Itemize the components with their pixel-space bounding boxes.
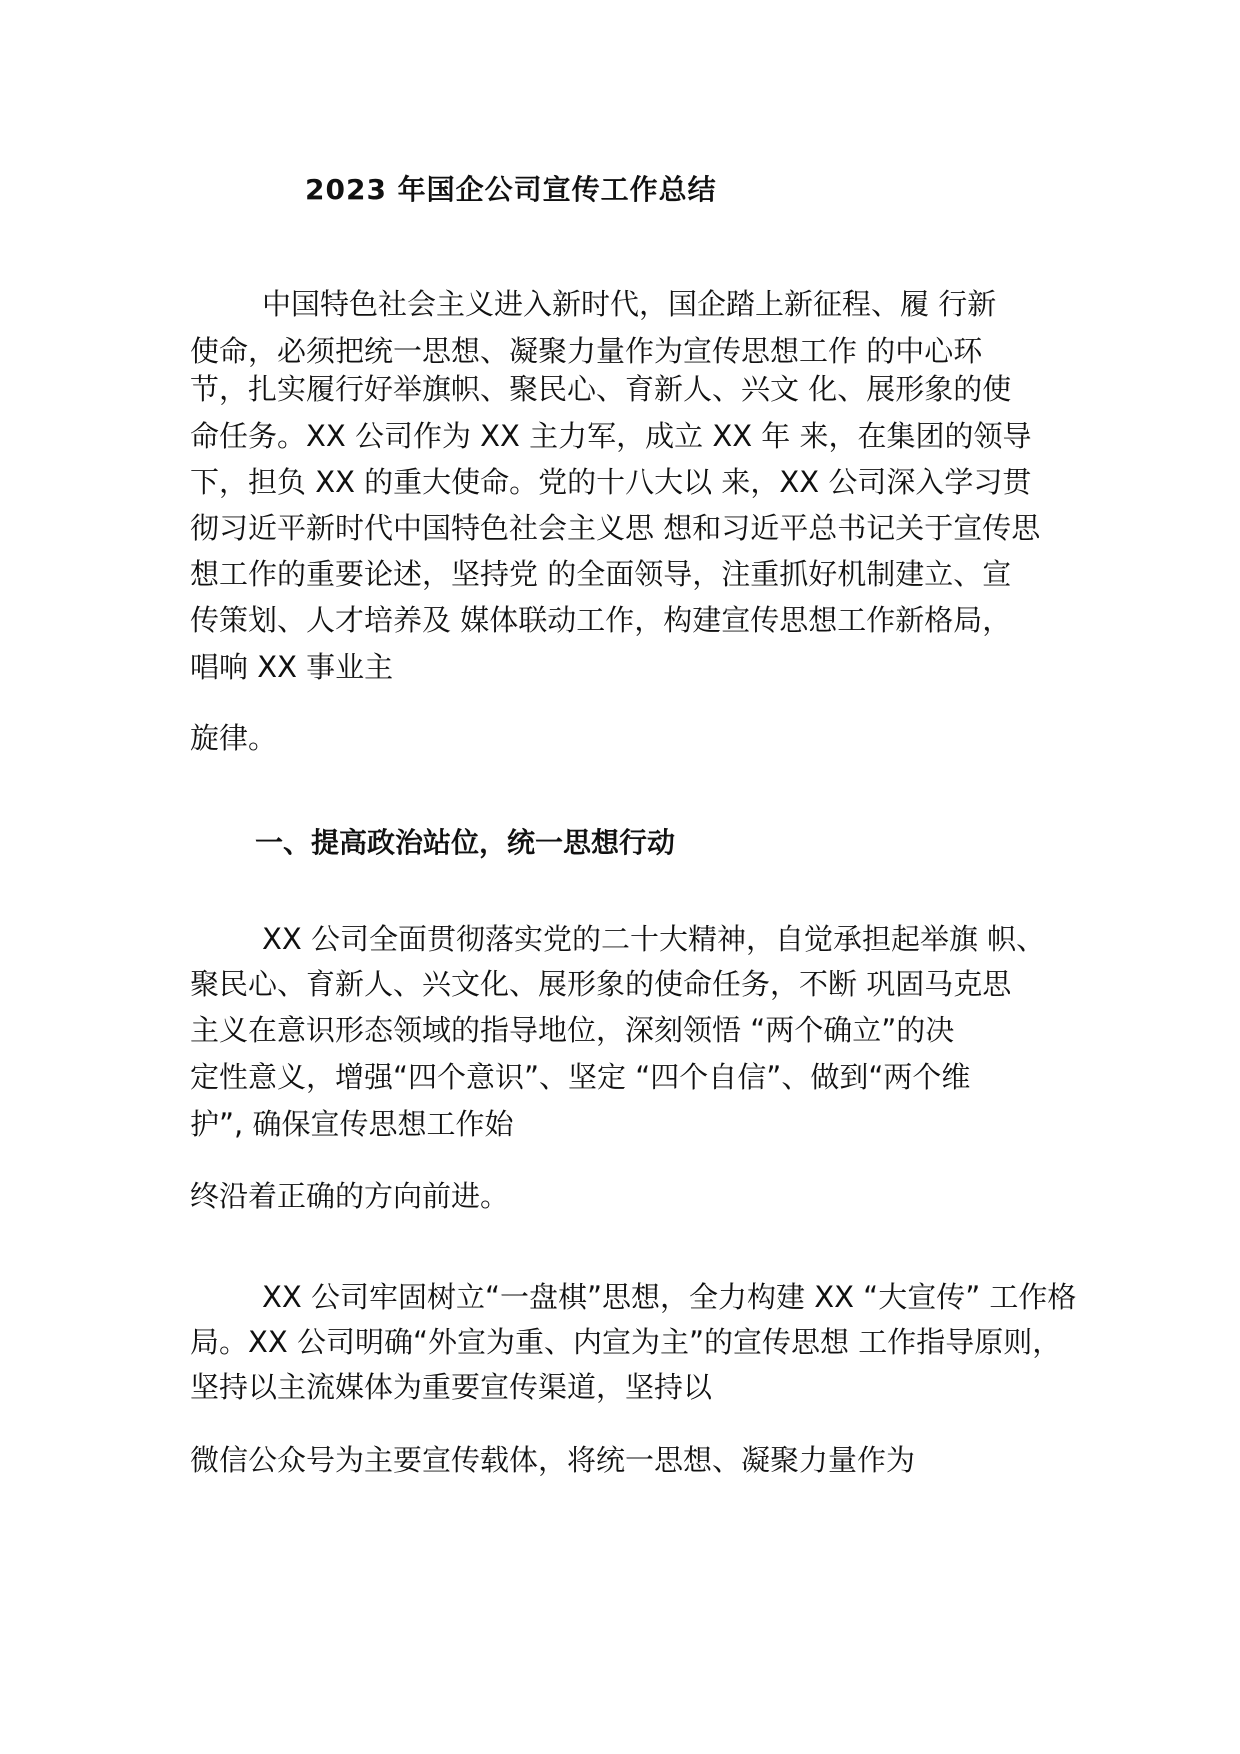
section1-p2-line-3: 坚持以主流媒体为重要宣传渠道，坚持以 bbox=[190, 1370, 713, 1404]
section1-p2-tail: 微信公众号为主要宣传载体，将统一思想、凝聚力量作为 bbox=[190, 1443, 916, 1477]
section1-p1-tail: 终沿着正确的方向前进。 bbox=[190, 1179, 510, 1213]
section1-p1-line-3: 主义在意识形态领域的指导地位，深刻领悟 “两个确立”的决 bbox=[190, 1013, 955, 1047]
intro-line-5: 下，担负 XX 的重大使命。党的十八大以 来，XX 公司深入学习贯 bbox=[190, 465, 1032, 499]
intro-tail: 旋律。 bbox=[190, 721, 278, 755]
intro-line-3: 节，扎实履行好举旗帜、聚民心、育新人、兴文 化、展形象的使 bbox=[190, 372, 1012, 406]
intro-line-9: 唱响 XX 事业主 bbox=[190, 650, 394, 684]
section1-p2-line-1: XX 公司牢固树立“一盘棋”思想，全力构建 XX “大宣传” 工作格 bbox=[262, 1280, 1077, 1314]
section-heading: 一、提高政治站位，统一思想行动 bbox=[255, 826, 676, 859]
intro-line-4: 命任务。XX 公司作为 XX 主力军，成立 XX 年 来，在集团的领导 bbox=[190, 419, 1032, 453]
section1-p1-line-1: XX 公司全面贯彻落实党的二十大精神，自觉承担起举旗 帜、 bbox=[262, 922, 1046, 956]
intro-line-8: 传策划、人才培养及 媒体联动工作，构建宣传思想工作新格局， bbox=[190, 603, 1012, 637]
section1-p1-line-2: 聚民心、育新人、兴文化、展形象的使命任务，不断 巩固马克思 bbox=[190, 967, 1012, 1001]
section1-p1-line-4: 定性意义，增强“四个意识”、坚定 “四个自信”、做到“两个维 bbox=[190, 1060, 971, 1094]
section1-p2-line-2: 局。XX 公司明确“外宣为重、内宣为主”的宣传思想 工作指导原则， bbox=[190, 1325, 1062, 1359]
intro-line-1: 中国特色社会主义进入新时代，国企踏上新征程、履 行新 bbox=[262, 287, 997, 321]
section1-p1-line-5: 护”, 确保宣传思想工作始 bbox=[190, 1107, 514, 1141]
document-title: 2023 年国企公司宣传工作总结 bbox=[305, 173, 717, 206]
intro-line-6: 彻习近平新时代中国特色社会主义思 想和习近平总书记关于宣传思 bbox=[190, 511, 1041, 545]
intro-line-7: 想工作的重要论述，坚持党 的全面领导，注重抓好机制建立、宣 bbox=[190, 557, 1012, 591]
intro-line-2: 使命，必须把统一思想、凝聚力量作为宣传思想工作 的中心环 bbox=[190, 334, 983, 368]
